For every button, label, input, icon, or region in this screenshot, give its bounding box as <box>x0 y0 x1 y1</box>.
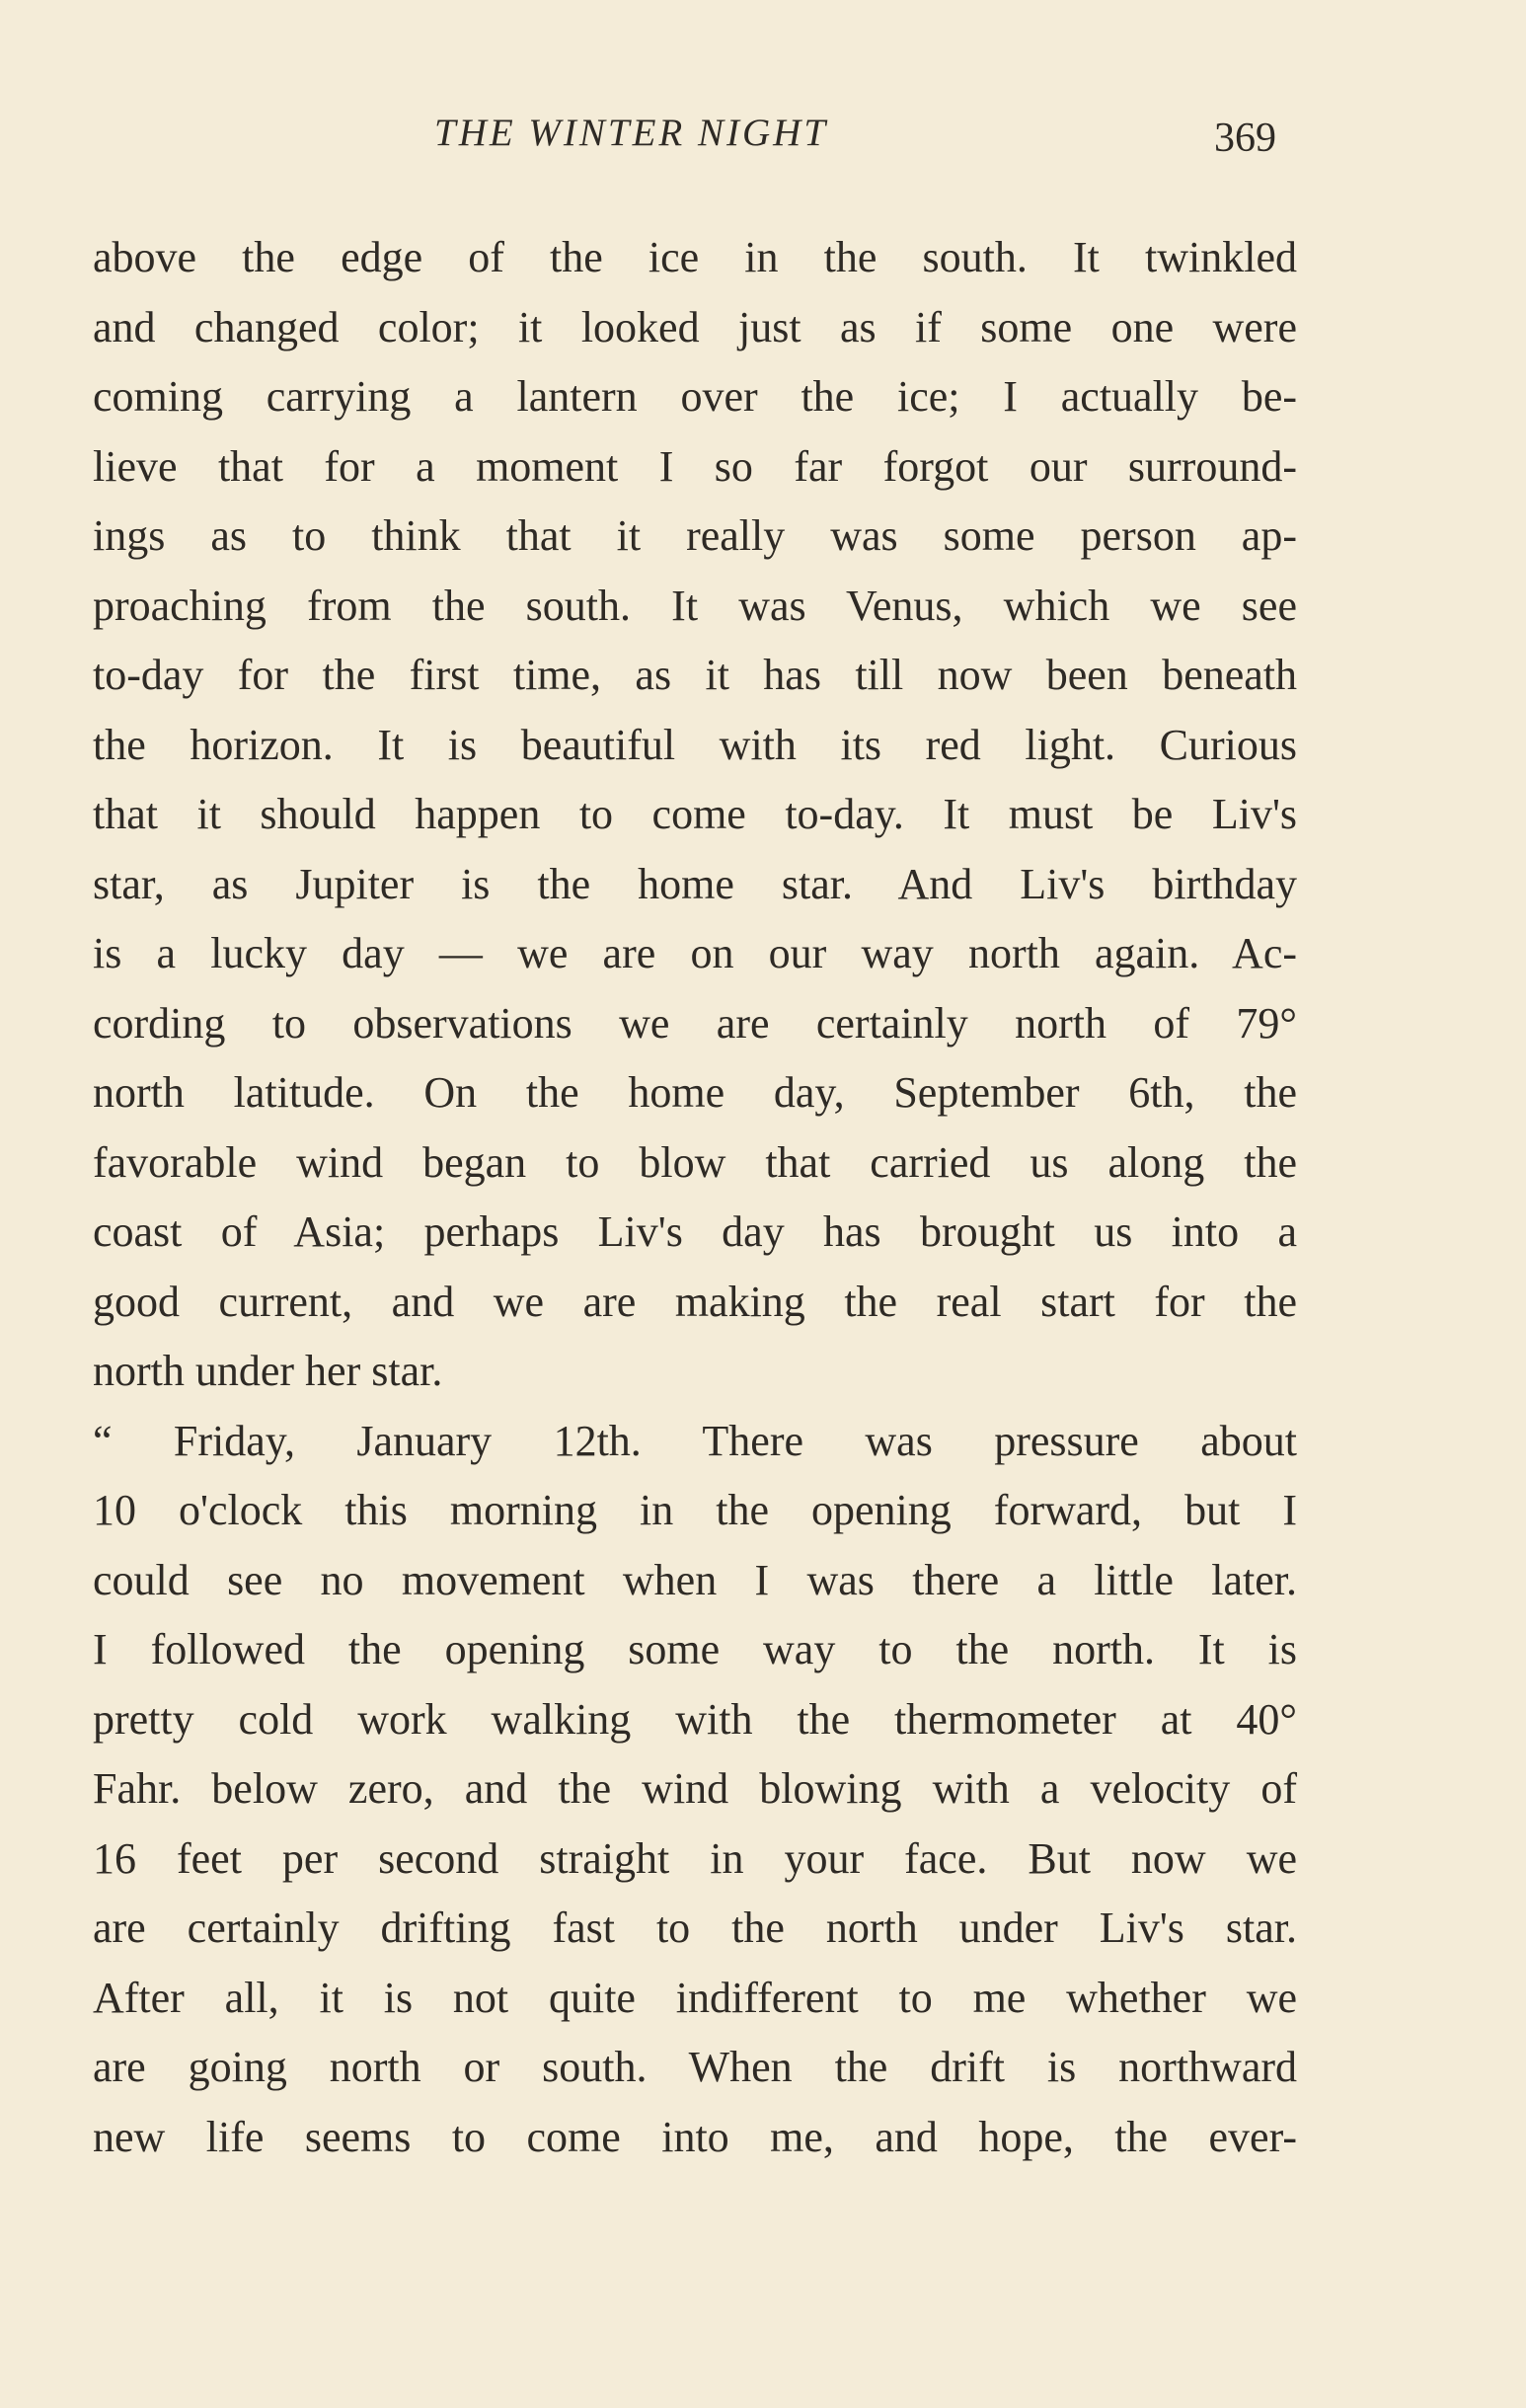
text-line: above the edge of the ice in the south. It twinkled <box>93 233 1297 281</box>
running-title: THE WINTER NIGHT <box>434 112 829 154</box>
text-line: lieve that for a moment I so far forgot our surround- <box>93 441 1297 491</box>
text-line: is a lucky day — we are on our way north again. Ac- <box>93 929 1297 977</box>
text-line: proaching from the south. It was Venus, which we see <box>93 581 1297 630</box>
text-line: good current, and we are making the real start for the <box>93 1277 1297 1326</box>
text-line: and changed color; it looked just as if some one were <box>93 302 1297 351</box>
text-line: After all, it is not quite indifferent to me whether we <box>93 1973 1297 2022</box>
text-line: 16 feet per second straight in your face. But now we <box>93 1833 1297 1883</box>
text-line: new life seems to come into me, and hope, the ever- <box>93 2112 1297 2161</box>
text-line: coming carrying a lantern over the ice; I actually be- <box>93 372 1297 421</box>
text-line: 10 o'clock this morning in the opening forward, but I <box>93 1486 1297 1534</box>
text-line: pretty cold work walking with the thermometer at 40° <box>93 1694 1297 1744</box>
text-line: coast of Asia; perhaps Liv's day has brought us into a <box>93 1207 1297 1256</box>
body-text <box>93 223 1297 2172</box>
text-line: north under her star. <box>93 1347 443 1395</box>
text-line: that it should happen to come to-day. It must be Liv's <box>93 790 1297 838</box>
text-line: to-day for the first time, as it has till now been beneath <box>93 651 1297 699</box>
page-number: 369 <box>1214 116 1276 161</box>
text-line: cording to observations we are certainly north of 79° <box>93 998 1297 1048</box>
running-head <box>0 111 1526 170</box>
text-line: Fahr. below zero, and the wind blowing with a velocity of <box>93 1764 1297 1813</box>
text-line: are going north or south. When the drift is northward <box>93 2043 1297 2091</box>
text-line: could see no movement when I was there a little later. <box>93 1555 1297 1604</box>
text-line: ings as to think that it really was some person ap- <box>93 511 1297 560</box>
text-line: star, as Jupiter is the home star. And Liv's birthday <box>93 859 1297 908</box>
text-line: the horizon. It is beautiful with its red light. Curious <box>93 720 1297 769</box>
text-line: are certainly drifting fast to the north under Liv's star. <box>93 1903 1297 1952</box>
text-line: favorable wind began to blow that carried us along the <box>93 1137 1297 1187</box>
text-line: north latitude. On the home day, September 6th, the <box>93 1068 1297 1117</box>
text-line: “ Friday, January 12th. There was pressure about <box>93 1416 1297 1465</box>
text-line: I followed the opening some way to the north. It is <box>93 1625 1297 1673</box>
